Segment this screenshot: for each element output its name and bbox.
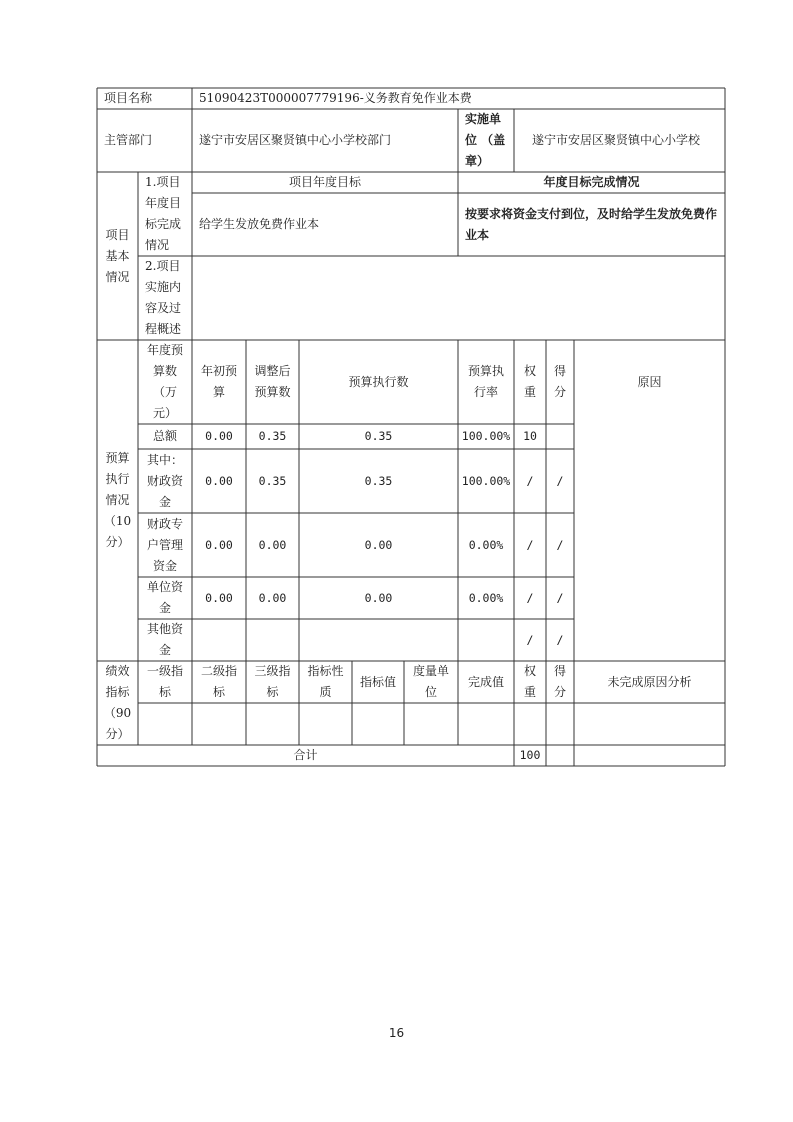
executed-budget-header: 预算执行数 [348, 374, 409, 389]
budget-row-label: 财政专 户管理 资金 [146, 516, 183, 573]
budget-score-cell: / [556, 537, 564, 552]
budget-weight-cell: / [526, 590, 534, 605]
project-name-value: 51090423T000007779196-义务教育免作业本费 [199, 91, 472, 105]
budget-initial-cell: 0.00 [205, 590, 233, 605]
budget-row-label: 其中： 财政资 金 [146, 452, 183, 509]
implementation-row-label: 2.项目 实施内 容及过 程概述 [145, 259, 182, 336]
dept-value: 遂宁市安居区聚贤镇中心小学校部门 [199, 133, 392, 147]
budget-executed-cell [299, 619, 458, 661]
budget-rate-cell: 0.00% [468, 537, 504, 552]
performance-weight-header: 权 重 [523, 664, 536, 699]
budget-reason-header: 原因 [637, 374, 662, 389]
budget-rate-cell: 100.00% [461, 429, 511, 443]
annual-budget-header: 年度预 算数 （万 元） [146, 343, 183, 420]
performance-score-header: 得 分 [553, 664, 566, 699]
impl-unit-label: 实施单 位 （盖 章） [465, 112, 506, 168]
budget-executed-cell: 0.00 [364, 590, 393, 605]
page-number: 16 [388, 1026, 405, 1040]
budget-row-label: 单位资 金 [146, 580, 183, 615]
budget-adjusted-cell [246, 619, 299, 661]
budget-score-cell: / [556, 473, 564, 488]
budget-adjusted-cell: 0.00 [258, 537, 287, 552]
total-label: 合计 [293, 748, 318, 762]
budget-initial-cell [192, 619, 246, 661]
budget-score-cell [546, 424, 574, 449]
budget-score-cell: / [556, 632, 564, 647]
budget-executed-cell: 0.35 [364, 429, 393, 443]
initial-budget-header: 年初预 算 [200, 364, 237, 399]
incomplete-reason-header: 未完成原因分析 [607, 674, 692, 689]
level1-indicator-header: 一级指 标 [146, 664, 183, 699]
budget-rate-cell: 100.00% [461, 473, 511, 488]
budget-weight-cell: / [526, 473, 534, 488]
budget-score-header: 得 分 [553, 364, 566, 399]
level2-indicator-header: 二级指 标 [200, 664, 237, 699]
total-reason [574, 745, 725, 766]
indicator-nature-header: 指标性 质 [307, 664, 344, 699]
budget-adjusted-cell: 0.35 [258, 429, 287, 443]
budget-initial-cell: 0.00 [205, 537, 233, 552]
budget-weight-cell: / [526, 537, 534, 552]
budget-score-cell: / [556, 590, 564, 605]
total-score [546, 745, 574, 766]
adjusted-budget-header: 调整后 预算数 [254, 364, 291, 399]
implementation-content [192, 256, 725, 340]
budget-rate-cell [458, 619, 514, 661]
budget-executed-cell: 0.00 [364, 537, 393, 552]
completed-value-header: 完成值 [467, 674, 504, 689]
budget-row-label: 总额 [152, 429, 177, 443]
project-name-label: 项目名称 [104, 91, 153, 105]
budget-weight-header: 权 重 [523, 364, 536, 399]
budget-section-label: 预算 执行 情况 （10 分） [103, 451, 132, 549]
basic-section-label: 项目 基本 情况 [105, 227, 130, 284]
goal-header: 项目年度目标 [288, 175, 361, 189]
budget-initial-cell: 0.00 [205, 429, 233, 443]
budget-weight-cell: 10 [523, 429, 537, 443]
budget-row-label: 其他资 金 [146, 622, 183, 657]
impl-unit-value: 遂宁市安居区聚贤镇中心小学校 [532, 133, 701, 147]
goal-text: 给学生发放免费作业本 [199, 217, 320, 231]
completion-text: 按要求将资金支付到位，及时给学生发放免费作业本 [465, 206, 718, 242]
execution-rate-header: 预算执 行率 [467, 364, 504, 399]
measure-unit-header: 度量单 位 [412, 664, 449, 699]
budget-executed-cell: 0.35 [364, 473, 393, 488]
annual-goal-row-label: 1.项目 年度目 标完成 情况 [145, 175, 182, 252]
budget-rate-cell: 0.00% [468, 590, 504, 605]
completion-header: 年度目标完成情况 [543, 175, 640, 189]
performance-section-label: 绩效 指标 （90 分） [103, 664, 132, 741]
indicator-value-header: 指标值 [359, 674, 396, 689]
level3-indicator-header: 三级指 标 [254, 664, 291, 699]
dept-label: 主管部门 [104, 133, 153, 147]
budget-weight-cell: / [526, 632, 534, 647]
budget-initial-cell: 0.00 [205, 473, 233, 488]
total-weight: 100 [519, 748, 541, 762]
budget-adjusted-cell: 0.35 [258, 473, 287, 488]
budget-adjusted-cell: 0.00 [258, 590, 287, 605]
